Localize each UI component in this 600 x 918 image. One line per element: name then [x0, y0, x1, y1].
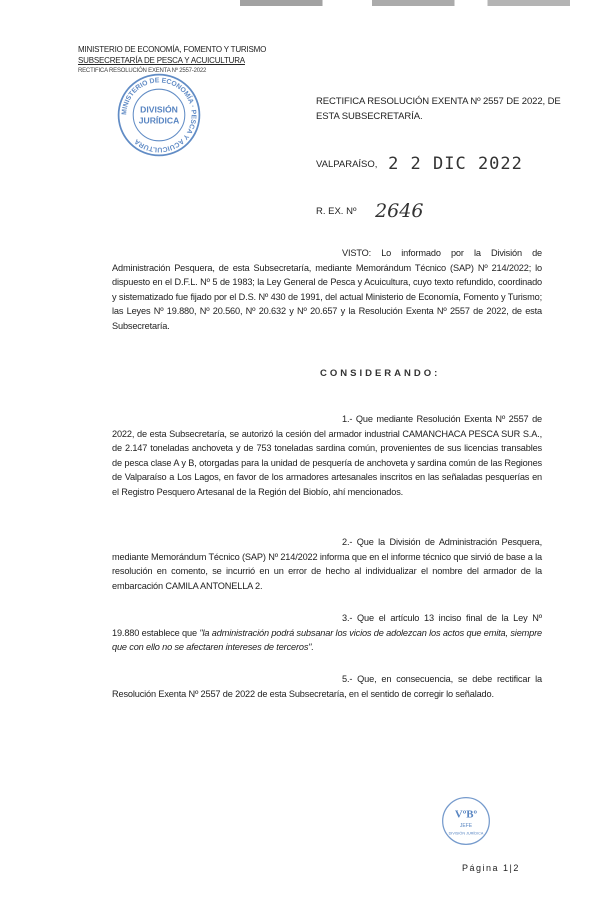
considerando-paragraph-2: 2.- Que la División de Administración Pesquera, mediante Memorándum Técnico (SAP) Nº 214/2022 informa que en el informe técnico que sirvió de base a la resolución en comento, se incurrió en un error de hecho al individualizar el nombre del armador de la embarcación CAMILA ANTONELLA 2.: [112, 537, 542, 591]
stamp-ring-text: MINISTERIO DE ECONOMÍA · PESCA Y ACUICULTURA: [121, 77, 197, 153]
document-title: RECTIFICA RESOLUCIÓN EXENTA Nº 2557 DE 2022, DE ESTA SUBSECRETARÍA.: [316, 96, 561, 122]
reference-line: RECTIFICA RESOLUCIÓN EXENTA Nº 2557-2022: [78, 68, 207, 74]
place-label: VALPARAÍSO,: [316, 159, 378, 170]
considerando-paragraph-5: 5.- Que, en consecuencia, se debe rectificar la Resolución Exenta Nº 2557 de 2022 de esta Subsecretaría, en el sentido de corregir lo señalado.: [112, 674, 542, 699]
rex-number: 2646: [375, 200, 424, 222]
date-row: [316, 154, 523, 174]
rex-label: R. EX. Nº: [316, 206, 357, 217]
resolution-number-row: [316, 200, 423, 222]
vb-line1: JEFE: [459, 822, 473, 829]
division-juridica-stamp: [116, 72, 202, 158]
date-stamp: 2 2 DIC 2022: [388, 154, 523, 174]
considerando-paragraph-1: 1.- Que mediante Resolución Exenta Nº 2557 de 2022, de esta Subsecretaría, se autorizó la cesión del armador industrial CAMANCHACA PESCA SUR S.A., de 2.147 toneladas anchoveta y de 753 toneladas sardina común, provenientes de sus licencias transables de pesca clase A y B, otorgadas para la unidad de pesquería de anchoveta y sardina común de las Regiones de Valparaíso a Los Lagos, en favor de los armadores artesanales inscritos en las señaladas pesquerías en el Registro Pesquero Artesanal de la Región del Biobío, ahí mencionados.: [112, 414, 542, 497]
subsecretaria-name: SUBSECRETARÍA DE PESCA Y ACUICULTURA: [78, 56, 245, 65]
ministry-name: MINISTERIO DE ECONOMÍA, FOMENTO Y TURISMO: [78, 45, 267, 54]
vb-mark: VºBº: [454, 808, 478, 821]
scan-artifact: [240, 0, 570, 6]
stamp-center-line1: DIVISIÓN: [140, 104, 178, 115]
visto-paragraph: VISTO: Lo informado por la División de Administración Pesquera, de esta Subsecretaría, mediante Memorándum Técnico (SAP) Nº 214/2022; lo dispuesto en el D.F.L. Nº 5 de 1983; la Ley General de Pesca y Acuicultura, cuyo texto refundido, coordinado y sistematizado fue fijado por el D.S. Nº 430 de 1991, del actual Ministerio de Economía, Fomento y Turismo; las Leyes Nº 19.880, Nº 20.560, Nº 20.632 y Nº 20.657 y la Resolución Exenta Nº 2557 de 2022, de esta Subsecretaría.: [112, 248, 542, 331]
page-number: Página 1|2: [462, 863, 520, 873]
visto-bueno-stamp: [441, 796, 491, 846]
stamp-center-line2: JURÍDICA: [138, 115, 180, 126]
paragraph-3-text: 3.- Que el artículo 13 inciso final de la Ley Nº 19.880 establece que: [112, 613, 542, 638]
law-quote: "la administración podrá subsanar los vicios de adolezcan los actos que emita, siempre que con ello no se afectaren intereses de terceros".: [112, 627, 542, 653]
vb-line2: DIVISIÓN JURÍDICA: [448, 831, 484, 836]
considerando-heading: CONSIDERANDO:: [320, 368, 441, 379]
considerando-paragraph-3: [112, 611, 542, 655]
